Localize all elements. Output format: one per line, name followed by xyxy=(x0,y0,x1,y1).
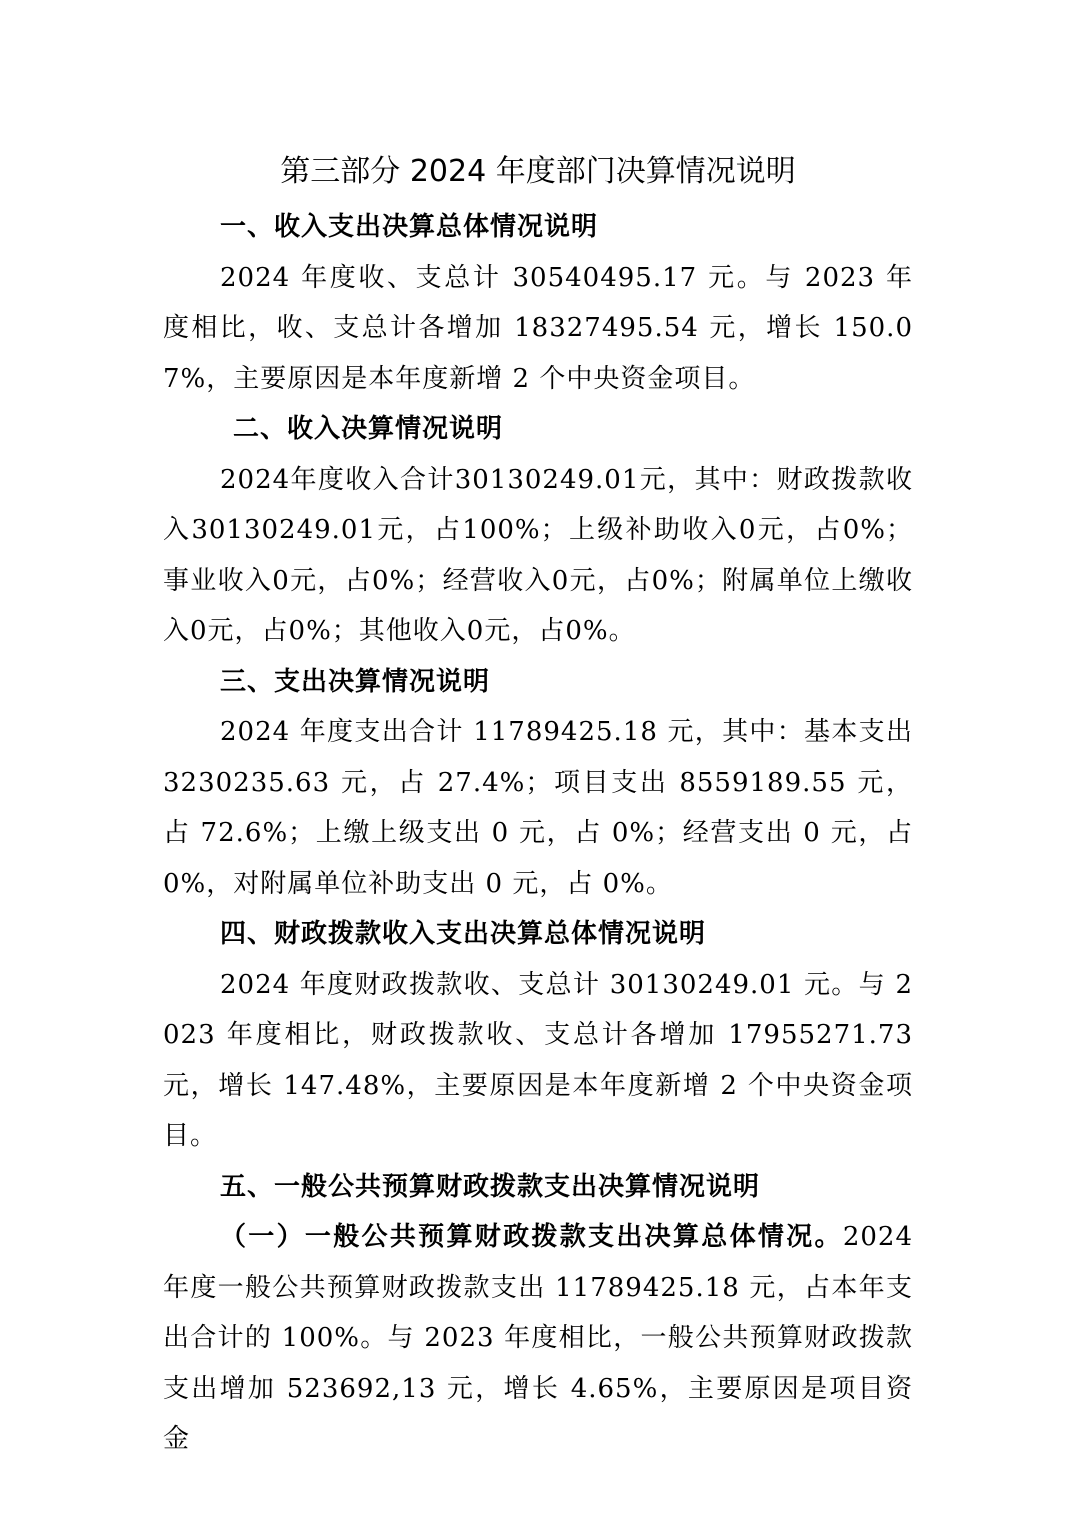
subsection-text: 2024 年度一般公共预算财政拨款支出 11789425.18 元，占本年支出合计的 100%。与 2023 年度相比，一般公共预算财政拨款支出增加 523692,13 元，增长 4.65%，主要原因是项目资金 xyxy=(163,1222,913,1454)
section-3-heading: 三、支出决算情况说明 xyxy=(220,666,491,697)
section-3-body: 2024 年度支出合计 11789425.18 元，其中：基本支出 3230235.63 元，占 27.4%；项目支出 8559189.55 元，占 72.6%；上缴上级支出 0 元，占 0%；经营支出 0 元，占 0%，对附属单位补助支出 0 元，占 0%。 xyxy=(163,717,913,899)
section-2-heading: 二、收入决算情况说明 xyxy=(233,414,504,444)
section-5-body xyxy=(163,1212,913,1465)
page-title: 第三部分 2024 年度部门决算情况说明 xyxy=(280,154,796,189)
section-1-heading: 一、收入支出决算总体情况说明 xyxy=(220,212,599,242)
section-4-heading: 四、财政拨款收入支出决算总体情况说明 xyxy=(220,919,707,949)
subsection-lead: （一）一般公共预算财政拨款支出决算总体情况。 xyxy=(220,1222,843,1252)
section-4-body: 2024 年度财政拨款收、支总计 30130249.01 元。与 2023 年度相比，财政拨款收、支总计各增加 17955271.73 元，增长 147.48%，主要原因是本年度新增 2 个中央资金项目。 xyxy=(163,969,913,1151)
section-2-body: 2024年度收入合计30130249.01元，其中：财政拨款收入30130249.01元，占100%；上级补助收入0元，占0%；事业收入0元，占0%；经营收入0元，占0%；附属单位上缴收入0元，占0%；其他收入0元，占0%。 xyxy=(163,464,913,646)
document-page xyxy=(163,150,913,1465)
section-1-body: 2024 年度收、支总计 30540495.17 元。与 2023 年度相比，收、支总计各增加 18327495.54 元，增长 150.07%，主要原因是本年度新增 2 个中央资金项目。 xyxy=(163,262,913,394)
section-5-heading: 五、一般公共预算财政拨款支出决算情况说明 xyxy=(220,1171,761,1202)
